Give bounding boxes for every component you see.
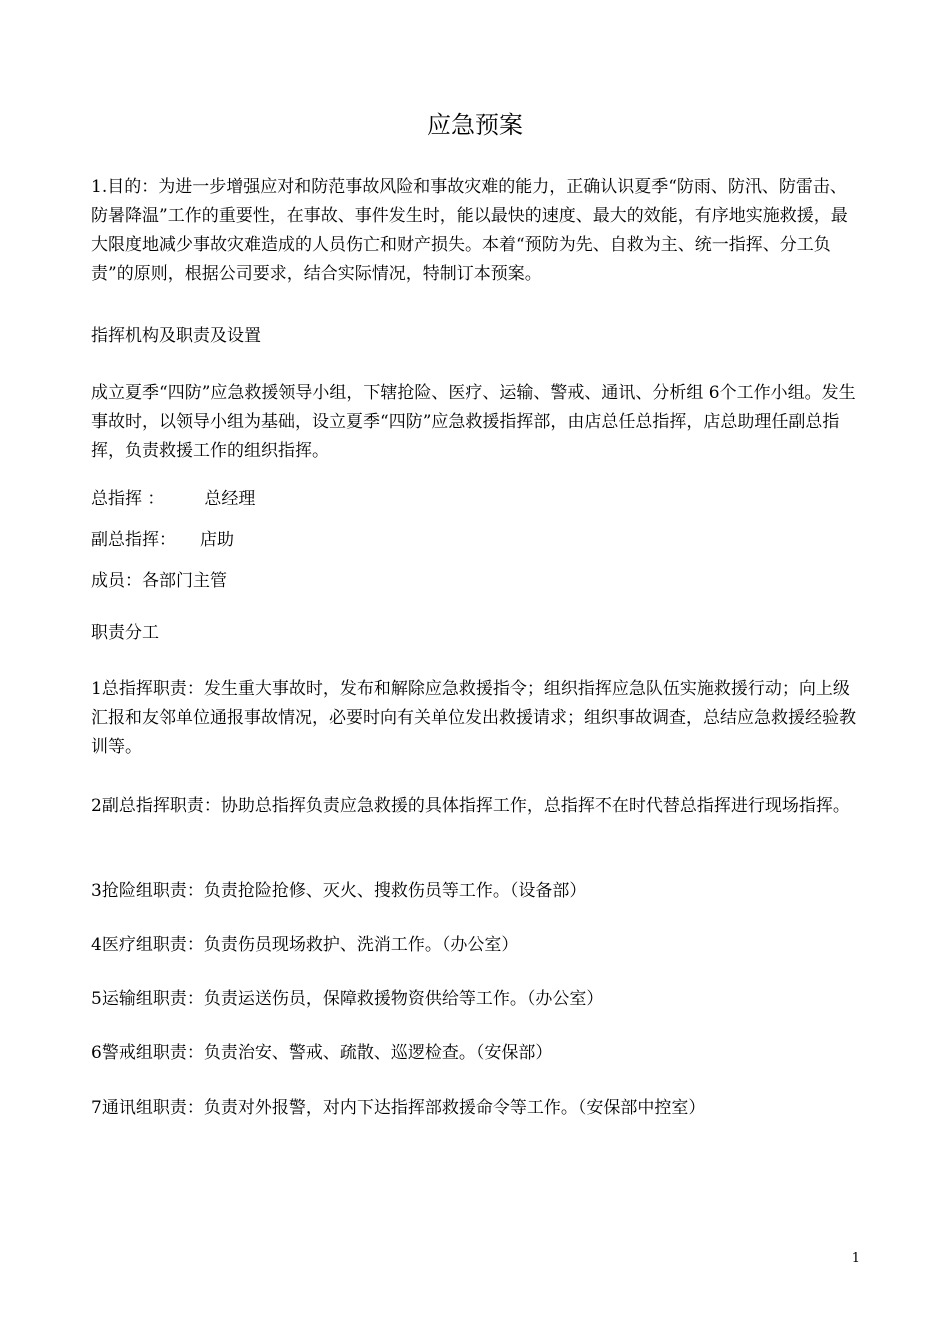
document-title: 应急预案 bbox=[427, 111, 523, 139]
page-number: 1 bbox=[851, 1251, 860, 1266]
org-heading: 指挥机构及职责及设置 bbox=[91, 326, 261, 346]
deputy-value: 店助 bbox=[200, 530, 234, 550]
commander-value: 总经理 bbox=[204, 489, 256, 509]
purpose-paragraph: 1.目的：为进一步增强应对和防范事故风险和事故灾难的能力，正确认识夏季“防雨、防汛、防雷击、防暑降温”工作的重要性，在事故、事件发生时，能以最快的速度、最大的效能，有序地实施救援，最大限度地减少事故灾难造成的人员伤亡和财产损失。本着“预防为先、自救为主、统一指挥、分工负责”的原则，根据公司要求，结合实际情况，特制订本预案。 bbox=[91, 177, 848, 284]
members-line: 成员：各部门主管 bbox=[91, 571, 227, 591]
duty-item-transport: 5运输组职责：负责运送伤员，保障救援物资供给等工作。（办公室） bbox=[91, 989, 604, 1009]
deputy-line bbox=[91, 526, 861, 555]
org-paragraph: 成立夏季“四防”应急救援领导小组，下辖抢险、医疗、运输、警戒、通讯、分析组 6个工作小组。发生事故时，以领导小组为基础，设立夏季“四防”应急救援指挥部，由店总任总指挥，店总助理任副总指挥，负责救援工作的组织指挥。 bbox=[91, 383, 856, 461]
duty-item-deputy: 2副总指挥职责：协助总指挥负责应急救援的具体指挥工作，总指挥不在时代替总指挥进行现场指挥。 bbox=[91, 796, 850, 816]
duty-item-commander: 1总指挥职责：发生重大事故时，发布和解除应急救援指令；组织指挥应急队伍实施救援行动；向上级汇报和友邻单位通报事故情况，必要时向有关单位发出救援请求；组织事故调查，总结应急救援经验教训等。 bbox=[91, 679, 856, 757]
duty-item-communication: 7通讯组职责：负责对外报警，对内下达指挥部救援命令等工作。（安保部中控室） bbox=[91, 1098, 706, 1118]
duty-item-rescue: 3抢险组职责：负责抢险抢修、灭火、搜救伤员等工作。（设备部） bbox=[91, 881, 587, 901]
duties-heading: 职责分工 bbox=[91, 623, 159, 643]
duty-item-medical: 4医疗组职责：负责伤员现场救护、洗消工作。（办公室） bbox=[91, 935, 519, 955]
deputy-label: 副总指挥： bbox=[91, 530, 176, 550]
commander-line bbox=[91, 485, 861, 514]
commander-label: 总指挥 ： bbox=[91, 489, 165, 509]
duty-item-security: 6警戒组职责：负责治安、警戒、疏散、巡逻检查。（安保部） bbox=[91, 1043, 553, 1063]
